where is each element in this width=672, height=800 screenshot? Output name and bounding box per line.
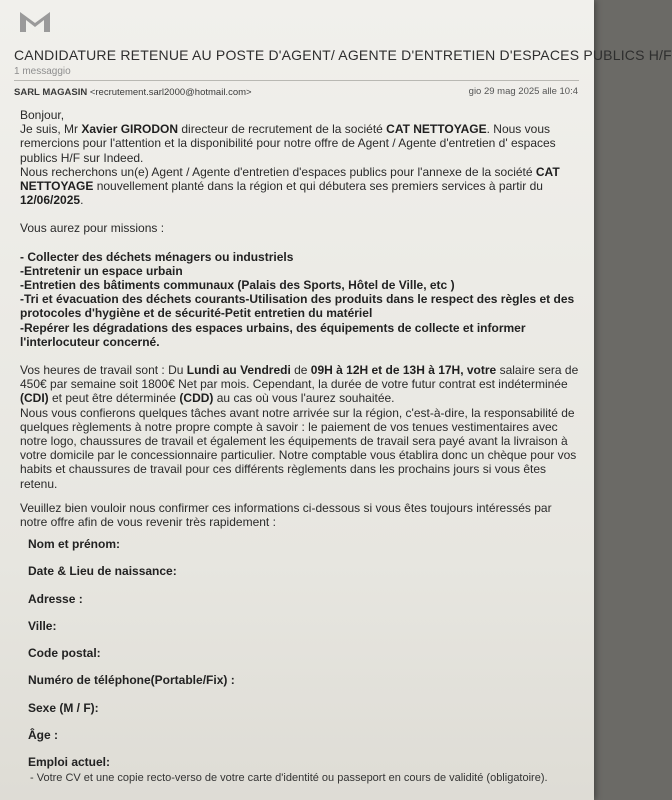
field-city: Ville: xyxy=(28,618,57,633)
hours-paragraph: Vos heures de travail sont : Du Lundi au Vendredi de 09H à 12H et de 13H à 17H, votre salaire sera de 450€ par semaine soit 1800€ Net par mois. Cependant, la durée de votre futur contrat est indéterminée (CDI) et peut être déterminée (CDD) au cas où vous l'aurez souhaitée. xyxy=(20,363,579,406)
field-age: Âge : xyxy=(28,728,58,743)
mission-item: -Entretenir un espace urbain xyxy=(20,263,183,278)
form-fields xyxy=(28,537,588,783)
offer-paragraph: Nous recherchons un(e) Agent / Agente d'entretien d'espaces publics pour l'annexe de la société CAT NETTOYAGE nouvellement planté dans la région et qui débutera ses premiers services à partir du 12/06/2025. xyxy=(20,164,560,208)
confirm-paragraph: Veuillez bien vouloir nous confirmer ces informations ci-dessous si vous êtes toujours intéressés par notre offre afin de vous revenir très rapidement : xyxy=(20,500,552,530)
field-birth: Date & Lieu de naissance: xyxy=(28,564,177,579)
start-date: 12/06/2025 xyxy=(20,193,81,208)
field-address: Adresse : xyxy=(28,591,83,606)
mission-item: -Tri et évacuation des déchets courants-Utilisation des produits dans le respect des règles et des protocoles d'hygiène et de sécurité-Petit entretien du matériel xyxy=(20,292,575,321)
field-name: Nom et prénom: xyxy=(28,537,121,551)
sender-name: SARL MAGASIN xyxy=(14,87,88,98)
field-phone: Numéro de téléphone(Portable/Fix) : xyxy=(28,673,235,688)
email-date: gio 29 mag 2025 alle 10:4 xyxy=(468,86,578,97)
tasks-paragraph: Nous vous confierons quelques tâches avant notre arrivée sur la région, c'est-à-dire, la responsabilité de quelques règlements à notre propre compte à savoir : le paiement de vos tenues vestimentaires avec notre logo, chaussures de travail et également les équipements de travail sera payé avant la livraison à votre domicile par le concessionnaire particulier. Notre comptable vous établira donc un chèque pour vos habits et chaussures de travail pour ces différents règlements dans les prochains jours si vous êtes retenu. xyxy=(20,405,577,491)
field-sex: Sexe (M / F): xyxy=(28,700,99,715)
email-subject: CANDIDATURE RETENUE AU POSTE D'AGENT/ AGENTE D'ENTRETIEN D'ESPACES PUBLICS H/F xyxy=(14,47,672,63)
mission-item: -Entretien des bâtiments communaux (Palais des Sports, Hôtel de Ville, etc ) xyxy=(20,278,455,293)
company-name: CAT NETTOYAGE xyxy=(386,122,487,137)
mission-item: -Repérer les dégradations des espaces urbains, des équipements de collecte et informer l'interlocuteur concerné. xyxy=(20,320,526,349)
field-job: Emploi actuel: xyxy=(28,755,111,770)
mission-item: - Collecter des déchets ménagers ou industriels xyxy=(20,249,294,264)
message-count: 1 messaggio xyxy=(14,66,71,77)
greeting: Bonjour, xyxy=(20,108,65,122)
gmail-logo-icon xyxy=(18,8,52,34)
missions-intro: Vous aurez pour missions : xyxy=(20,221,165,236)
field-postal-code: Code postal: xyxy=(28,646,101,661)
sender-line xyxy=(14,87,252,98)
footer-note: - Votre CV et une copie recto-verso de votre carte d'identité ou passeport en cours de validité (obligatoire). xyxy=(30,772,548,784)
divider xyxy=(14,80,579,81)
email-body xyxy=(20,108,582,529)
sender-email: <recrutement.sarl2000@hotmail.com> xyxy=(89,87,252,98)
director-name: Xavier GIRODON xyxy=(81,122,179,137)
intro-paragraph: Je suis, Mr Xavier GIRODON directeur de recrutement de la société CAT NETTOYAGE. Nous vous remercions pour l'attention et la disponibilité pour notre offre de Agent / Agente d'entretien d' espaces publics H/F sur Indeed. xyxy=(20,122,556,165)
